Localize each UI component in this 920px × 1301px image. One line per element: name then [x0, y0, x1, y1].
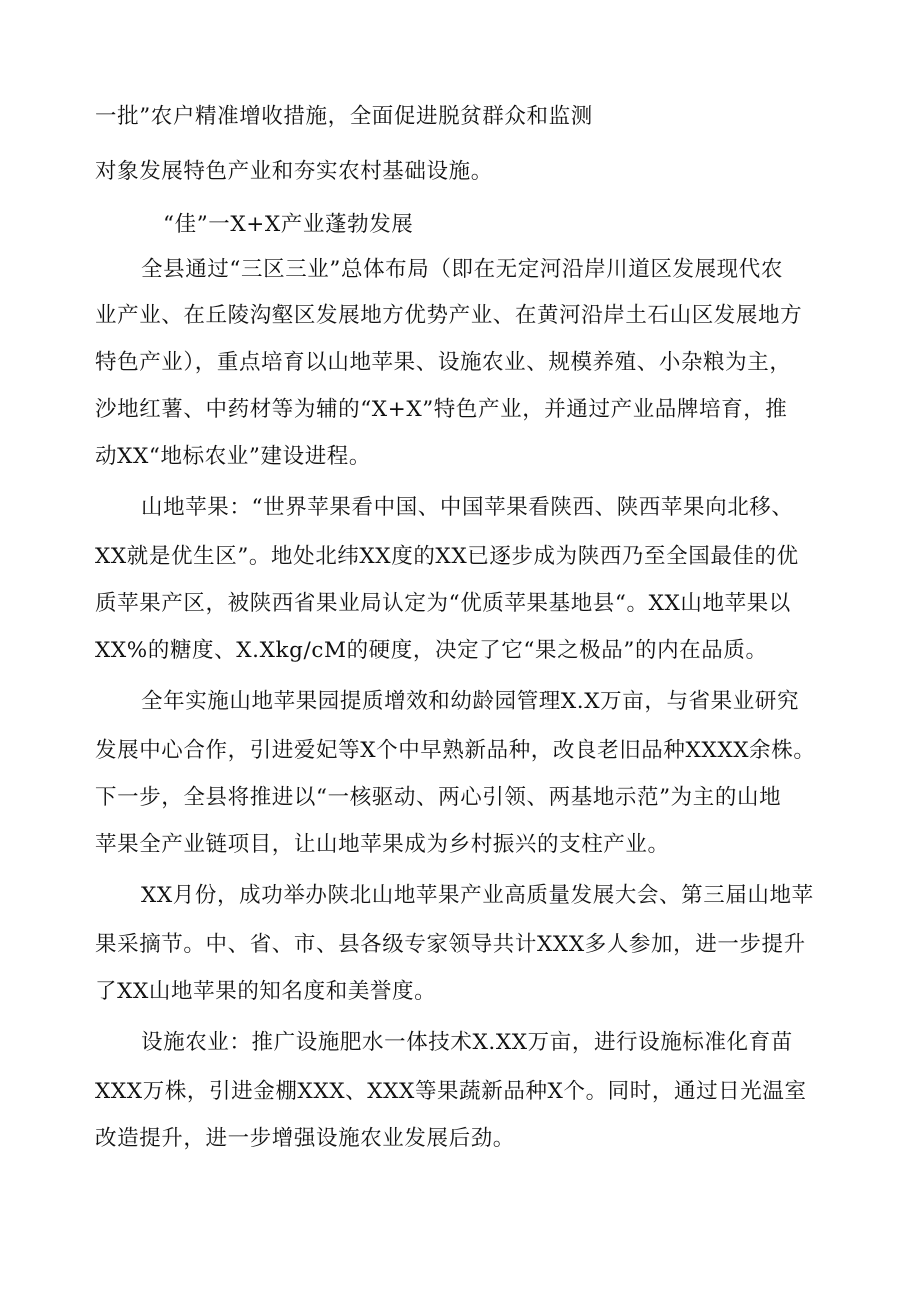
paragraph-line: 全年实施山地苹果园提质增效和幼龄园管理X.X万亩，与省果业研究 — [141, 689, 800, 714]
paragraph-line: 沙地红薯、中药材等为辅的“X+X”特色产业，并通过产业品牌培育，推 — [95, 397, 788, 422]
section-heading: “佳”一X+X产业蓬勃发展 — [163, 212, 414, 237]
paragraph-line: 果采摘节。中、省、市、县各级专家领导共计XXX多人参加，进一步提升 — [95, 932, 806, 957]
paragraph-line: 下一步，全县将推进以“一核驱动、两心引领、两基地示范”为主的山地 — [95, 785, 782, 810]
paragraph-line: 了XX山地苹果的知名度和美誉度。 — [95, 979, 437, 1004]
paragraph-line: 设施农业：推广设施肥水一体技术X.XX万亩，进行设施标准化育苗 — [141, 1030, 793, 1055]
paragraph-line: XX月份，成功举办陕北山地苹果产业高质量发展大会、第三届山地苹 — [141, 883, 814, 908]
paragraph-line: 改造提升，进一步增强设施农业发展后劲。 — [95, 1126, 515, 1151]
paragraph-line: 苹果全产业链项目，让山地苹果成为乡村振兴的支柱产业。 — [95, 832, 670, 857]
paragraph-line: 特色产业），重点培育以山地苹果、设施农业、规模养殖、小杂粮为主， — [95, 350, 792, 375]
paragraph-line: 质苹果产区，被陕西省果业局认定为“优质苹果基地县“。XX山地苹果以 — [95, 591, 791, 616]
paragraph-line: 发展中心合作，引进爱妃等X个中早熟新品种，改良老旧品种XXXX余株。 — [95, 738, 816, 763]
paragraph-line: XXX万株，引进金棚XXX、XXX等果蔬新品种X个。同时，通过日光温室 — [95, 1079, 807, 1104]
paragraph-line: 对象发展特色产业和夯实农村基础设施。 — [95, 159, 493, 184]
paragraph-line: 全县通过“三区三业”总体布局（即在无定河沿岸川道区发展现代农 — [141, 257, 783, 282]
paragraph-line: 业产业、在丘陵沟壑区发展地方优势产业、在黄河沿岸土石山区发展地方 — [95, 303, 803, 328]
paragraph-line: 一批”农户精准增收措施，全面促进脱贫群众和监测 — [95, 104, 593, 129]
paragraph-line: 山地苹果：“世界苹果看中国、中国苹果看陕西、陕西苹果向北移、 — [141, 495, 794, 520]
paragraph-line: XX就是优生区”。地处北纬XX度的XX已逐步成为陕西乃至全国最佳的优 — [95, 544, 799, 569]
paragraph-line: 动XX“地标农业”建设进程。 — [95, 444, 371, 469]
paragraph-line: XX%的糖度、X.Xkg/cM的硬度，决定了它“果之极品”的内在品质。 — [95, 638, 768, 663]
